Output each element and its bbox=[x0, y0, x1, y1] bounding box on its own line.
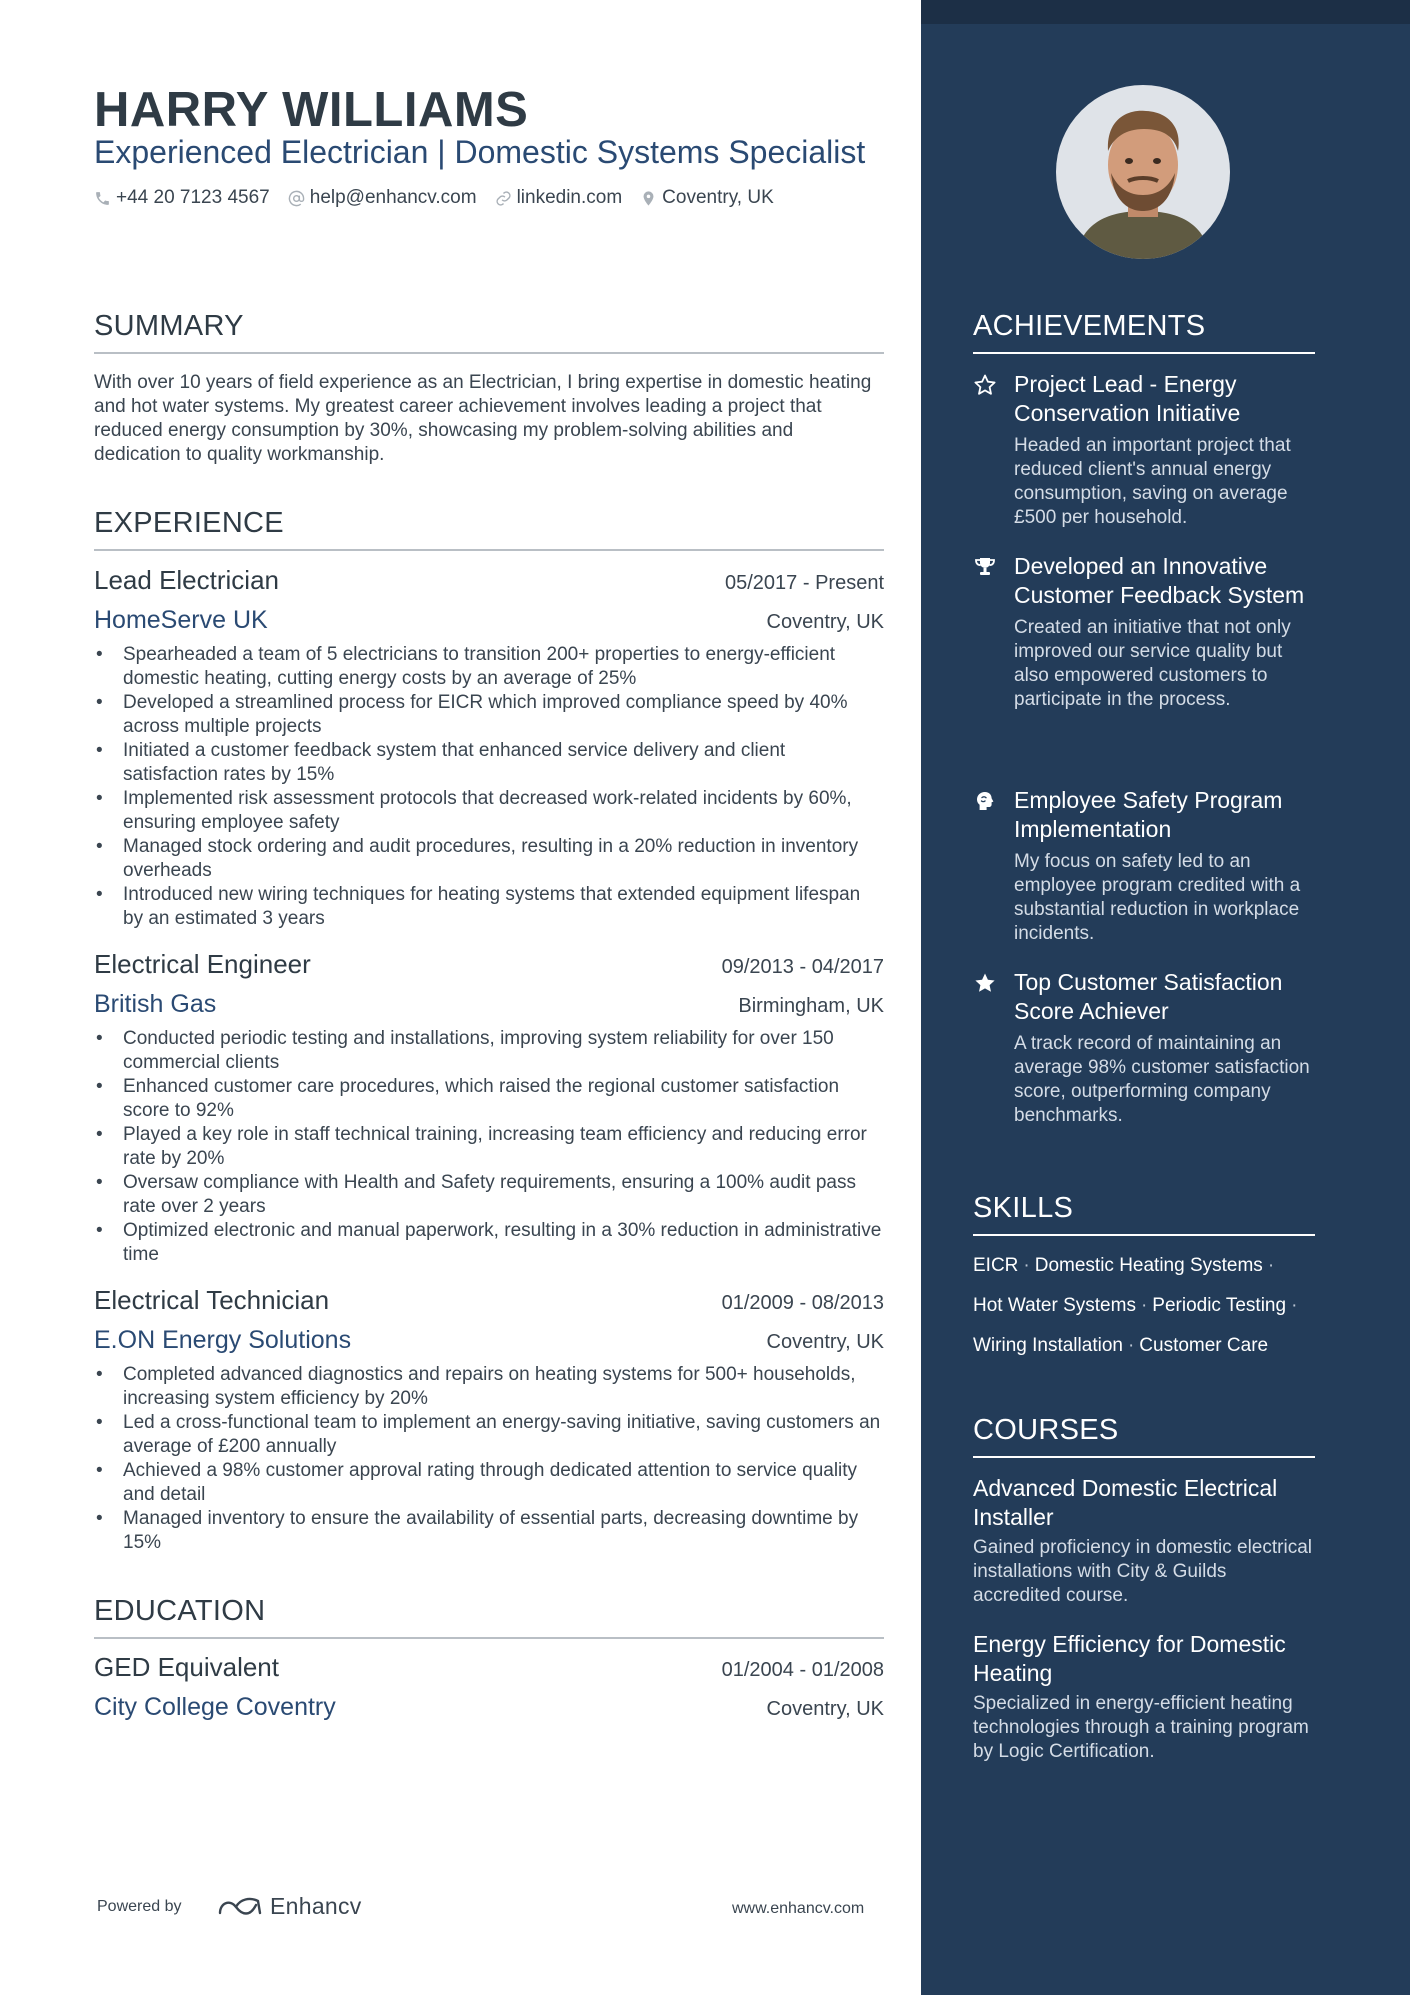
skills-list: EICR · Domestic Heating Systems · Hot Water Systems · Periodic Testing · Wiring Installation · Customer Care bbox=[973, 1255, 1298, 1356]
skill-tag: EICR bbox=[973, 1255, 1019, 1276]
list-item: • Developed a streamlined process for EICR which improved compliance speed by 40% across multiple projects bbox=[94, 691, 884, 739]
course-title: Energy Efficiency for Domestic Heating bbox=[973, 1631, 1286, 1686]
list-item: • Led a cross-functional team to implement an energy-saving initiative, saving customers an average of £200 annually bbox=[94, 1411, 884, 1459]
job-dates: 05/2017 - Present bbox=[725, 572, 884, 594]
sidebar-top-bar bbox=[921, 0, 1410, 24]
contact-bar bbox=[94, 187, 792, 209]
course-item bbox=[973, 1630, 1318, 1764]
star-filled-icon bbox=[973, 971, 997, 995]
email-text: help@enhancv.com bbox=[309, 187, 477, 208]
job-bullets bbox=[94, 1363, 884, 1555]
location-pin-icon bbox=[640, 190, 657, 207]
job-dates: 09/2013 - 04/2017 bbox=[721, 956, 884, 978]
job-location: Birmingham, UK bbox=[738, 995, 884, 1017]
course-desc: Gained proficiency in domestic electrical installations with City & Guilds accredited course. bbox=[973, 1537, 1312, 1606]
phone-text: +44 20 7123 4567 bbox=[116, 187, 270, 208]
achievement-title: Top Customer Satisfaction Score Achiever bbox=[1014, 969, 1283, 1024]
summary-text: With over 10 years of field experience as an Electrician, I bring expertise in domestic heating and hot water systems. My greatest career achievement involves leading a project that reduced energy consumption by 30%, showcasing my problem-solving abilities and dedication to quality workmanship. bbox=[94, 372, 872, 465]
job-location: Coventry, UK bbox=[766, 611, 884, 633]
school-name: City College Coventry bbox=[94, 1693, 336, 1721]
achievement-desc: Created an initiative that not only improved our service quality but also empowered customers to participate in the process. bbox=[1014, 617, 1291, 710]
skills-heading: SKILLS bbox=[973, 1192, 1315, 1236]
achievement-item bbox=[973, 786, 1318, 946]
job-title: Electrical Engineer bbox=[94, 949, 311, 979]
course-item bbox=[973, 1474, 1318, 1608]
contact-linkedin[interactable] bbox=[495, 187, 623, 209]
footer-powered-by: Powered by bbox=[97, 1898, 182, 1915]
education-header bbox=[94, 1652, 884, 1683]
job-header bbox=[94, 565, 884, 596]
footer-url[interactable]: www.enhancv.com bbox=[732, 1900, 865, 1917]
job-company-row bbox=[94, 606, 884, 635]
achievements-heading: ACHIEVEMENTS bbox=[973, 310, 1315, 354]
avatar bbox=[1056, 85, 1230, 259]
skill-tag: Customer Care bbox=[1139, 1335, 1269, 1356]
link-icon bbox=[495, 190, 512, 207]
list-item: • Managed stock ordering and audit procedures, resulting in a 20% reduction in inventory overheads bbox=[94, 835, 884, 883]
education-school-row bbox=[94, 1693, 884, 1722]
summary-heading: SUMMARY bbox=[94, 310, 884, 354]
courses-heading: COURSES bbox=[973, 1414, 1315, 1458]
company-name: HomeServe UK bbox=[94, 606, 268, 634]
achievement-item bbox=[973, 370, 1318, 530]
skill-tag: Wiring Installation bbox=[973, 1335, 1123, 1356]
at-icon bbox=[288, 190, 305, 207]
job-title: Electrical Technician bbox=[94, 1285, 330, 1315]
experience-heading: EXPERIENCE bbox=[94, 507, 884, 551]
job-header bbox=[94, 1285, 884, 1316]
list-item: • Managed inventory to ensure the availability of essential parts, decreasing downtime by 15% bbox=[94, 1507, 884, 1555]
job-header bbox=[94, 949, 884, 980]
skill-tag: Hot Water Systems bbox=[973, 1295, 1136, 1316]
job-company-row bbox=[94, 990, 884, 1019]
list-item: • Introduced new wiring techniques for heating systems that extended equipment lifespan by an estimated 3 years bbox=[94, 883, 884, 931]
education-heading: EDUCATION bbox=[94, 1595, 884, 1639]
brain-icon bbox=[973, 789, 997, 813]
job-location: Coventry, UK bbox=[766, 1331, 884, 1353]
list-item: • Initiated a customer feedback system that enhanced service delivery and client satisfaction rates by 15% bbox=[94, 739, 884, 787]
skill-tag: Periodic Testing bbox=[1152, 1295, 1287, 1316]
list-item: • Optimized electronic and manual paperwork, resulting in a 30% reduction in administrative time bbox=[94, 1219, 884, 1267]
location-text: Coventry, UK bbox=[662, 187, 774, 208]
course-desc: Specialized in energy-efficient heating technologies through a training program by Logic Certification. bbox=[973, 1693, 1309, 1762]
candidate-name: HARRY WILLIAMS bbox=[94, 83, 529, 137]
job-bullets bbox=[94, 643, 884, 931]
star-outline-icon bbox=[973, 373, 997, 397]
list-item: • Played a key role in staff technical training, increasing team efficiency and reducing error rate by 20% bbox=[94, 1123, 884, 1171]
achievement-desc: My focus on safety led to an employee program credited with a substantial reduction in workplace incidents. bbox=[1014, 851, 1301, 944]
candidate-title: Experienced Electrician | Domestic Systems Specialist bbox=[94, 134, 866, 170]
list-item: • Achieved a 98% customer approval rating through dedicated attention to service quality and detail bbox=[94, 1459, 884, 1507]
skill-tag: Domestic Heating Systems bbox=[1034, 1255, 1263, 1276]
education-location: Coventry, UK bbox=[766, 1698, 884, 1720]
phone-icon bbox=[94, 190, 111, 207]
list-item: • Enhanced customer care procedures, which raised the regional customer satisfaction score to 92% bbox=[94, 1075, 884, 1123]
list-item: • Spearheaded a team of 5 electricians to transition 200+ properties to energy-efficient domestic heating, cutting energy costs by an average of 25% bbox=[94, 643, 884, 691]
enhancv-logo[interactable] bbox=[216, 1893, 362, 1920]
course-title: Advanced Domestic Electrical Installer bbox=[973, 1475, 1278, 1530]
achievement-title: Employee Safety Program Implementation bbox=[1014, 787, 1283, 842]
degree-title: GED Equivalent bbox=[94, 1652, 279, 1682]
trophy-icon bbox=[973, 555, 997, 579]
company-name: E.ON Energy Solutions bbox=[94, 1326, 352, 1354]
achievement-item bbox=[973, 552, 1318, 712]
achievement-desc: A track record of maintaining an average 98% customer satisfaction score, outperforming company benchmarks. bbox=[1014, 1033, 1310, 1126]
linkedin-text: linkedin.com bbox=[516, 187, 623, 208]
list-item: • Oversaw compliance with Health and Safety requirements, ensuring a 100% audit pass rate over 2 years bbox=[94, 1171, 884, 1219]
achievement-desc: Headed an important project that reduced client's annual energy consumption, saving on average £500 per household. bbox=[1014, 435, 1291, 528]
enhancv-brand: Enhancv bbox=[270, 1893, 362, 1919]
list-item: • Conducted periodic testing and installations, improving system reliability for over 150 commercial clients bbox=[94, 1027, 884, 1075]
contact-phone[interactable] bbox=[94, 187, 270, 209]
education-dates: 01/2004 - 01/2008 bbox=[721, 1659, 884, 1681]
job-title: Lead Electrician bbox=[94, 565, 279, 595]
list-item: • Completed advanced diagnostics and repairs on heating systems for 500+ households, increasing system efficiency by 20% bbox=[94, 1363, 884, 1411]
achievement-title: Developed an Innovative Customer Feedback System bbox=[1014, 553, 1305, 608]
contact-email[interactable] bbox=[288, 187, 477, 209]
job-bullets bbox=[94, 1027, 884, 1267]
achievement-item bbox=[973, 968, 1318, 1128]
achievement-title: Project Lead - Energy Conservation Initiative bbox=[1014, 371, 1241, 426]
company-name: British Gas bbox=[94, 990, 217, 1018]
enhancv-logo-icon bbox=[216, 1895, 264, 1919]
contact-location bbox=[640, 187, 774, 209]
job-dates: 01/2009 - 08/2013 bbox=[721, 1292, 884, 1314]
list-item: • Implemented risk assessment protocols that decreased work-related incidents by 60%, ensuring employee safety bbox=[94, 787, 884, 835]
job-company-row bbox=[94, 1326, 884, 1355]
